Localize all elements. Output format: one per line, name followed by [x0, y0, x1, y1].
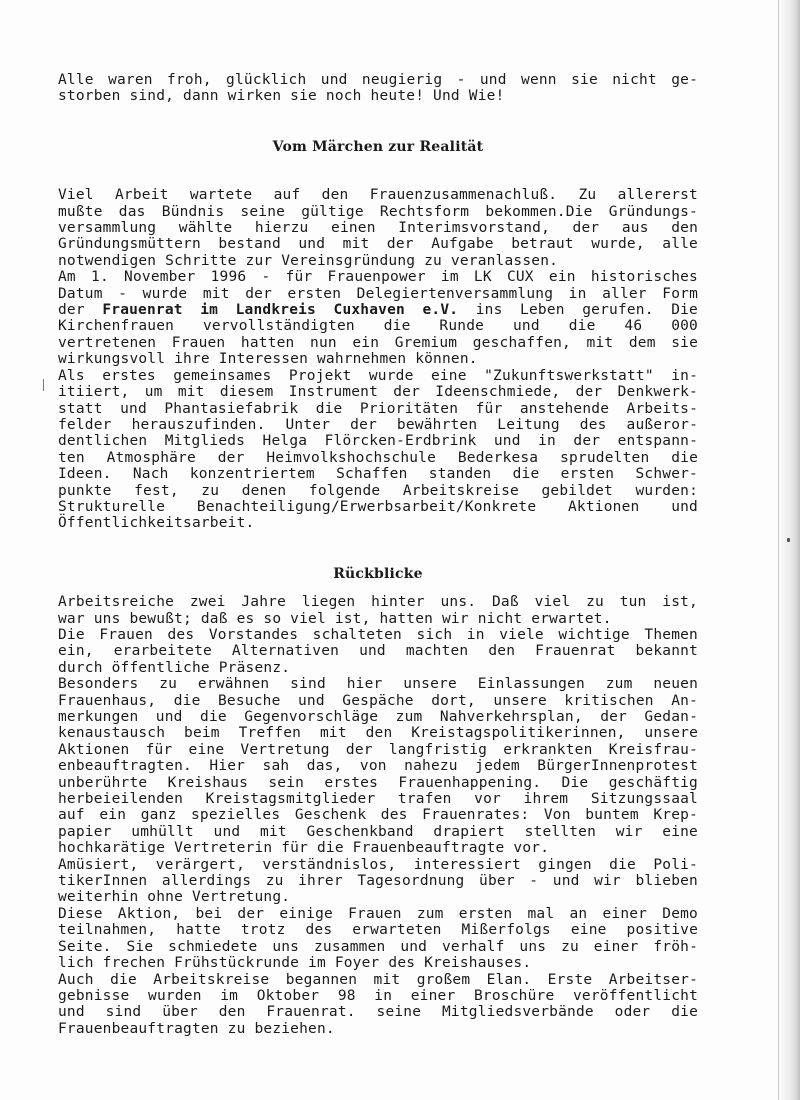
- text-line: statt und Phantasiefabrik die Prioritäten für anstehende Arbeits-: [58, 400, 698, 417]
- section1-body: [58, 187, 698, 532]
- text-line: kenaustausch beim Treffen mit den Kreistagspolitikerinnen, unsere: [58, 725, 698, 742]
- page-edge-line: [778, 0, 779, 1100]
- text-line: enbeauftragten. Hier sah das, von nahezu jedem BürgerInnenprotest: [58, 758, 698, 775]
- text-line: Als erstes gemeinsames Projekt wurde eine "Zukunftswerkstatt" in-: [58, 367, 698, 384]
- text-line: mußte das Bündnis seine gültige Rechtsform bekommen.Die Gründungs-: [58, 203, 698, 220]
- text-line: Öffentlichkeitsarbeit.: [58, 515, 255, 532]
- text-line: Arbeitsreiche zwei Jahre liegen hinter uns. Daß viel zu tun ist,: [58, 594, 698, 611]
- text-line: punkte fest, zu denen folgende Arbeitskreise gebildet wurden:: [58, 482, 698, 499]
- intro-line: storben sind, dann wirken sie noch heute! Und Wie!: [58, 88, 505, 105]
- text-line: unberührte Kreishaus sein erstes Frauenhappening. Die geschäftig: [58, 774, 698, 791]
- intro-paragraph: [58, 72, 698, 105]
- text-line: Viel Arbeit wartete auf den Frauenzusammenachluß. Zu allererst: [58, 187, 698, 204]
- text-line: tikerInnen allerdings zu ihrer Tagesordnung über - und wir blieben: [58, 873, 698, 890]
- text-fragment: ins Leben gerufen. Die: [458, 302, 698, 319]
- text-line: felder herauszufinden. Unter der bewährten Leitung des außeror-: [58, 416, 698, 433]
- scan-speck: [787, 538, 790, 542]
- text-line: Datum - wurde mit der ersten Delegiertenversammlung in aller Form: [58, 285, 698, 302]
- text-line: auf ein ganz spezielles Geschenk des Frauenrates: Von buntem Krep-: [58, 807, 698, 824]
- text-line: Gründungsmüttern bestand und mit der Aufgabe betraut wurde, alle: [58, 236, 698, 253]
- text-line: itiiert, um mit diesem Instrument der Ideenschmiede, der Denkwerk-: [58, 384, 698, 401]
- text-line: und sind über den Frauenrat. seine Mitgliedsverbände oder die: [58, 1004, 698, 1021]
- text-line: dentlichen Mitglieds Helga Flörcken-Erdbrink und in der entspann-: [58, 433, 698, 450]
- text-line: ein, erarbeitete Alternativen und machten den Frauenrat bekannt: [58, 643, 698, 660]
- text-line: war uns bewußt; daß es so viel ist, hatten wir nicht erwartet.: [58, 610, 612, 627]
- margin-mark: [43, 379, 44, 391]
- text-line: Amüsiert, verärgert, verständnislos, interessiert gingen die Poli-: [58, 856, 698, 873]
- page-edge-shadow: [776, 0, 800, 1100]
- text-line: Aktionen für eine Vertretung der langfristig erkrankten Kreisfrau-: [58, 741, 698, 758]
- text-line: Am 1. November 1996 - für Frauenpower im LK CUX ein historisches: [58, 269, 698, 286]
- text-line: Seite. Sie schmiedete uns zusammen und verhalf uns zu einer fröh-: [58, 938, 698, 955]
- text-line: vertretenen Frauen hatten nun ein Gremium geschaffen, mit dem sie: [58, 334, 698, 351]
- document-body: [58, 72, 698, 1037]
- text-line: ten Atmosphäre der Heimvolkshochschule Bederkesa sprudelten die: [58, 449, 698, 466]
- text-line: papier umhüllt und mit Geschenkband drapiert stellten wir eine: [58, 823, 698, 840]
- text-line: Frauenbeauftragten zu beziehen.: [58, 1020, 335, 1037]
- section2-body: [58, 594, 698, 1037]
- section-heading-rueckblicke: Rückblicke: [333, 565, 423, 582]
- text-line: Diese Aktion, bei der einige Frauen zum ersten mal an einer Demo: [58, 905, 698, 922]
- text-line: teilnahmen, hatte trotz des erwarteten Mißerfolgs eine positive: [58, 922, 698, 939]
- text-line: Kirchenfrauen vervollständigten die Runde und die 46 000: [58, 318, 698, 335]
- text-line: Besonders zu erwähnen sind hier unsere Einlassungen zum neuen: [58, 676, 698, 693]
- intro-line: Alle waren froh, glücklich und neugierig - und wenn sie nicht ge-: [58, 72, 698, 88]
- text-line: herbeieilenden Kreistagsmitglieder trafen vor ihrem Sitzungssaal: [58, 791, 698, 808]
- text-line: Die Frauen des Vorstandes schalteten sich in viele wichtige Themen: [58, 626, 698, 643]
- text-line: Frauenhaus, die Besuche und Gespäche dort, unsere kritischen An-: [58, 692, 698, 709]
- text-line-mixed: [58, 302, 698, 318]
- text-line: notwendigen Schritte zur Vereinsgründung zu veranlassen.: [58, 252, 559, 269]
- text-line: hochkarätige Vertreterin für die Frauenbeauftragte vor.: [58, 840, 550, 857]
- text-line: lich frechen Frühstückrunde im Foyer des Kreishauses.: [58, 955, 532, 972]
- text-line: durch öffentliche Präsenz.: [58, 659, 291, 676]
- text-line: Strukturelle Benachteiligung/Erwerbsarbeit/Konkrete Aktionen und: [58, 498, 698, 515]
- text-line: merkungen und die Gegenvorschläge zum Nahverkehrsplan, der Gedan-: [58, 709, 698, 725]
- text-fragment: der: [58, 302, 103, 319]
- text-line: weiterhin ohne Vertretung.: [58, 889, 291, 906]
- text-line: Ideen. Nach konzentriertem Schaffen standen die ersten Schwer-: [58, 466, 698, 483]
- text-line: wirkungsvoll ihre Interessen wahrnehmen können.: [58, 351, 478, 368]
- text-line: gebnisse wurden im Oktober 98 in einer Broschüre veröffentlicht: [58, 987, 698, 1004]
- text-line: Auch die Arbeitskreise begannen mit großem Elan. Erste Arbeitser-: [58, 971, 698, 988]
- organization-name: Frauenrat im Landkreis Cuxhaven e.V.: [102, 302, 459, 319]
- text-line: versammlung wählte hierzu einen Interimsvorstand, der aus den: [58, 220, 698, 237]
- section-heading-maerchen: Vom Märchen zur Realität: [272, 138, 484, 155]
